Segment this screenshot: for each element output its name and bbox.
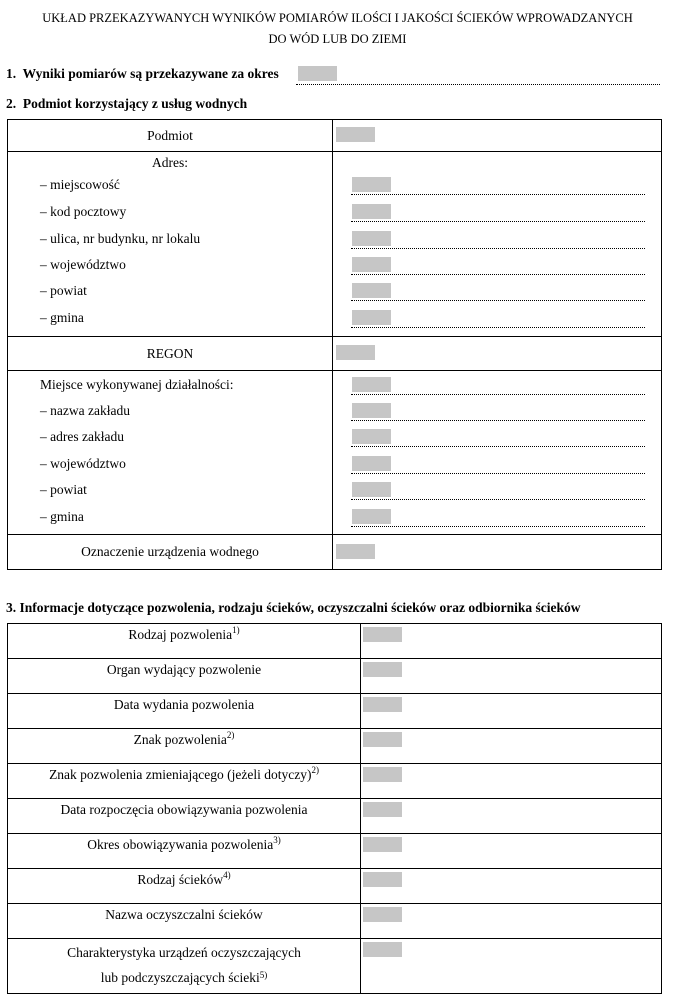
permit-row: [8, 834, 662, 869]
section-1-label: Wyniki pomiarów są przekazywane za okres: [22, 66, 279, 81]
permit-row-footnote: 2): [311, 765, 319, 775]
permit-row-value: [361, 834, 662, 869]
permit-row-label-text: Rodzaj ścieków: [137, 872, 224, 887]
section-3-label: Informacje dotyczące pozwolenia, rodzaju ścieków, oczyszczalni ścieków oraz odbiornika ścieków: [19, 600, 581, 615]
cell-miejsce-values: [333, 371, 662, 535]
cell-charakterystyka: [361, 939, 662, 994]
permit-row-value: [361, 729, 662, 764]
row-charakterystyka: [8, 939, 662, 994]
label-wojewodztwo: – województwo: [40, 257, 126, 272]
section-3-number: 3.: [6, 600, 17, 615]
label-kod-pocztowy: – kod pocztowy: [40, 204, 127, 219]
charakterystyka-line-2-text: lub podczyszczających ścieki: [100, 970, 260, 985]
permit-row-label-text: Rodzaj pozwolenia: [128, 627, 233, 642]
cell-podmiot: [333, 120, 662, 152]
permit-row-input[interactable]: [363, 662, 402, 677]
permit-row-label: [8, 624, 361, 659]
cell-regon: [333, 337, 662, 371]
cell-oznaczenie: [333, 535, 662, 570]
charakterystyka-line-1: Charakterystyka urządzeń oczyszczających: [67, 945, 301, 960]
period-input[interactable]: [298, 66, 337, 81]
powiat-dotline: [351, 300, 645, 301]
miejscowosc-dotline: [351, 194, 645, 195]
permit-row-label-text: Nazwa oczyszczalni ścieków: [105, 907, 263, 922]
row-miejsce: [8, 371, 662, 535]
permit-row: [8, 869, 662, 904]
ulica-input[interactable]: [352, 231, 391, 246]
title-line-2: DO WÓD LUB DO ZIEMI: [268, 32, 407, 46]
charakterystyka-footnote: 5): [259, 970, 268, 980]
permit-row-label: [8, 694, 361, 729]
permit-row-input[interactable]: [363, 767, 402, 782]
label-miejscowosc: – miejscowość: [40, 177, 120, 192]
section-1-heading: [6, 66, 279, 82]
permit-row-value: [361, 799, 662, 834]
row-regon: [8, 337, 662, 371]
row-oznaczenie: [8, 535, 662, 570]
label-podmiot: Podmiot: [8, 120, 333, 152]
permit-row-input[interactable]: [363, 627, 402, 642]
permit-row: [8, 729, 662, 764]
permit-row-value: [361, 659, 662, 694]
permit-row-value: [361, 624, 662, 659]
label-miejsce: Miejsce wykonywanej działalności:: [40, 377, 234, 392]
permit-row: [8, 799, 662, 834]
powiat-2-dotline: [351, 499, 645, 500]
kod-pocztowy-dotline: [351, 221, 645, 222]
permit-row-label-text: Znak pozwolenia zmieniającego (jeżeli dotyczy): [49, 767, 312, 782]
gmina-input[interactable]: [352, 310, 391, 325]
permit-row-label-text: Data rozpoczęcia obowiązywania pozwolenia: [60, 802, 308, 817]
podmiot-input[interactable]: [336, 127, 375, 142]
permit-row-value: [361, 694, 662, 729]
row-podmiot: [8, 120, 662, 152]
permit-row-input[interactable]: [363, 872, 402, 887]
section-2-heading: [6, 96, 247, 112]
permit-row: [8, 659, 662, 694]
section-2-label: Podmiot korzystający z usług wodnych: [22, 96, 248, 111]
permit-row-label-text: Okres obowiązywania pozwolenia: [87, 837, 274, 852]
label-oznaczenie: Oznaczenie urządzenia wodnego: [8, 535, 333, 570]
label-regon: REGON: [8, 337, 333, 371]
label-adres-zakladu: – adres zakładu: [40, 429, 124, 444]
label-gmina-2: – gmina: [40, 509, 84, 524]
row-adres: [8, 152, 662, 337]
label-adres: Adres:: [152, 155, 188, 170]
permit-row-input[interactable]: [363, 802, 402, 817]
permit-row-label: [8, 834, 361, 869]
permit-row-footnote: 2): [226, 730, 235, 740]
powiat-2-input[interactable]: [352, 482, 391, 497]
cell-adres-values: [333, 152, 662, 337]
permit-row-label-text: Znak pozwolenia: [133, 732, 227, 747]
ulica-dotline: [351, 248, 645, 249]
wojewodztwo-input[interactable]: [352, 257, 391, 272]
permit-row: [8, 904, 662, 939]
entity-table: [7, 119, 662, 570]
charakterystyka-input[interactable]: [363, 942, 402, 957]
section-1-number: 1.: [6, 66, 17, 81]
permit-row-label: [8, 869, 361, 904]
permit-row-footnote: 4): [223, 870, 231, 880]
label-gmina: – gmina: [40, 310, 84, 325]
nazwa-zakladu-input[interactable]: [352, 403, 391, 418]
label-charakterystyka: [8, 939, 361, 994]
document-title: [0, 8, 675, 50]
miejsce-input[interactable]: [352, 377, 391, 392]
permit-row-label-text: Data wydania pozwolenia: [113, 697, 255, 712]
permit-row-label: [8, 729, 361, 764]
permit-row-footnote: 1): [232, 625, 240, 635]
label-nazwa-zakladu: – nazwa zakładu: [40, 403, 130, 418]
miejsce-dotline: [351, 394, 645, 395]
miejscowosc-input[interactable]: [352, 177, 391, 192]
permit-row: [8, 764, 662, 799]
kod-pocztowy-input[interactable]: [352, 204, 391, 219]
section-3-heading: [6, 600, 581, 616]
permit-row-input[interactable]: [363, 697, 402, 712]
permit-row-label: [8, 764, 361, 799]
wojewodztwo-2-input[interactable]: [352, 456, 391, 471]
cell-adres-labels: [8, 152, 333, 337]
permit-row-input[interactable]: [363, 732, 402, 747]
nazwa-zakladu-dotline: [351, 420, 645, 421]
label-wojewodztwo-2: – województwo: [40, 456, 126, 471]
powiat-input[interactable]: [352, 283, 391, 298]
gmina-2-input[interactable]: [352, 509, 391, 524]
label-powiat: – powiat: [40, 283, 87, 298]
period-dotline: [296, 84, 660, 85]
permit-row-input[interactable]: [363, 907, 402, 922]
section-2-number: 2.: [6, 96, 17, 111]
permit-row-footnote: 3): [273, 835, 281, 845]
adres-zakladu-dotline: [351, 446, 645, 447]
adres-zakladu-input[interactable]: [352, 429, 391, 444]
charakterystyka-line-2: [8, 965, 360, 990]
wojewodztwo-2-dotline: [351, 473, 645, 474]
permit-row-label: [8, 904, 361, 939]
permit-row-label: [8, 659, 361, 694]
title-line-1: UKŁAD PRZEKAZYWANYCH WYNIKÓW POMIARÓW ILOŚCI I JAKOŚCI ŚCIEKÓW WPROWADZANYCH: [42, 11, 633, 25]
oznaczenie-input[interactable]: [336, 544, 375, 559]
permit-row: [8, 624, 662, 659]
label-powiat-2: – powiat: [40, 482, 87, 497]
permit-row-label: [8, 799, 361, 834]
permit-row-label-text: Organ wydający pozwolenie: [106, 662, 262, 677]
permit-row: [8, 694, 662, 729]
permit-table: [7, 623, 662, 994]
gmina-dotline: [351, 327, 645, 328]
regon-input[interactable]: [336, 345, 375, 360]
permit-row-value: [361, 869, 662, 904]
permit-row-value: [361, 764, 662, 799]
permit-row-value: [361, 904, 662, 939]
gmina-2-dotline: [351, 526, 645, 527]
cell-miejsce-labels: [8, 371, 333, 535]
wojewodztwo-dotline: [351, 274, 645, 275]
permit-row-input[interactable]: [363, 837, 402, 852]
label-ulica: – ulica, nr budynku, nr lokalu: [40, 231, 201, 246]
